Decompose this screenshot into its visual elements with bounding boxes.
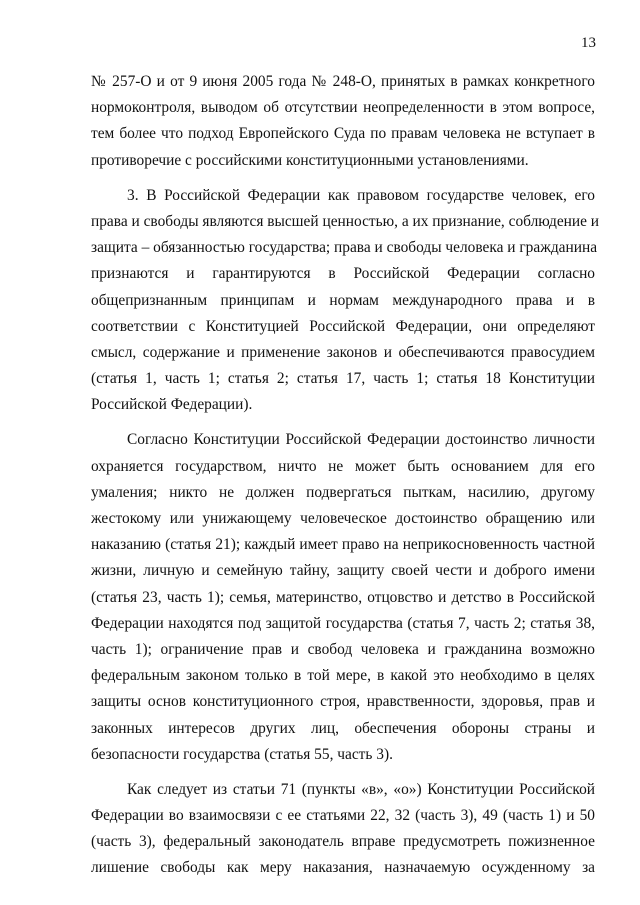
paragraph (91, 777, 595, 882)
text-line: Федерации находятся под защитой государства (статья 7, часть 2; статья 38, (91, 614, 595, 632)
text-line: защита – обязанностью государства; права и свободы человека и гражданина (91, 239, 598, 257)
paragraph-gap (91, 768, 595, 777)
text-line: (часть 3), федеральный законодатель вправе предусмотреть пожизненное (91, 833, 595, 851)
text-line: соответствии с Конституцией Российской Федерации, они определяют (91, 317, 595, 335)
text-line: часть 1); ограничение прав и свобод человека и гражданина возможно (91, 640, 595, 658)
text-line: тем более что подход Европейского Суда по правам человека не вступает в (91, 125, 595, 143)
text-line: противоречие с российскими конституционными установлениями. (91, 151, 529, 169)
text-line: (статья 23, часть 1); семья, материнство, отцовство и детство в Российской (91, 588, 595, 606)
text-line: наказанию (статья 21); каждый имеет право на неприкосновенность частной (91, 536, 595, 554)
text-line: смысл, содержание и применение законов и обеспечиваются правосудием (91, 343, 595, 361)
paragraph (91, 69, 595, 174)
page-number: 13 (581, 35, 596, 51)
text-line: жизни, личную и семейную тайну, защиту своей чести и доброго имени (91, 562, 595, 580)
text-line: 3. В Российской Федерации как правовом государстве человек, его (127, 186, 595, 204)
text-line: жестокому или унижающему человеческое достоинство обращению или (91, 510, 595, 527)
text-line: общепризнанным принципам и нормам международного права и в (91, 291, 595, 309)
paragraph-gap (91, 174, 595, 183)
text-line: Федерации во взаимосвязи с ее статьями 22, 32 (часть 3), 49 (часть 1) и 50 (91, 807, 595, 825)
text-line: № 257-О и от 9 июня 2005 года № 248-О, принятых в рамках конкретного (91, 73, 595, 90)
text-line: умаления; никто не должен подвергаться пыткам, насилию, другому (91, 483, 595, 501)
text-line: законных интересов других лиц, обеспечения обороны страны и (91, 719, 595, 737)
text-line: федеральным законом только в той мере, в какой это необходимо в целях (91, 667, 595, 685)
paragraph (91, 427, 595, 767)
document-body (91, 69, 600, 882)
text-line: Как следует из статьи 71 (пункты «в», «о») Конституции Российской (127, 780, 595, 798)
text-line: лишение свободы как меру наказания, назначаемую осужденному за (91, 859, 595, 877)
text-line: охраняется государством, ничто не может быть основанием для его (91, 457, 595, 475)
paragraph-gap (91, 418, 595, 427)
text-line: права и свободы являются высшей ценностью, а их признание, соблюдение и (91, 212, 600, 230)
text-line: нормоконтроля, выводом об отсутствии неопределенности в этом вопросе, (91, 99, 595, 117)
text-line: (статья 1, часть 1; статья 2; статья 17, часть 1; статья 18 Конституции (91, 370, 595, 388)
text-line: Российской Федерации). (91, 396, 253, 414)
text-line: защиты основ конституционного строя, нравственности, здоровья, прав и (91, 693, 595, 711)
text-line: признаются и гарантируются в Российской Федерации согласно (91, 265, 595, 283)
text-line: безопасности государства (статья 55, часть 3). (91, 745, 393, 763)
text-line: Согласно Конституции Российской Федерации достоинство личности (127, 431, 595, 449)
paragraph (91, 183, 600, 419)
